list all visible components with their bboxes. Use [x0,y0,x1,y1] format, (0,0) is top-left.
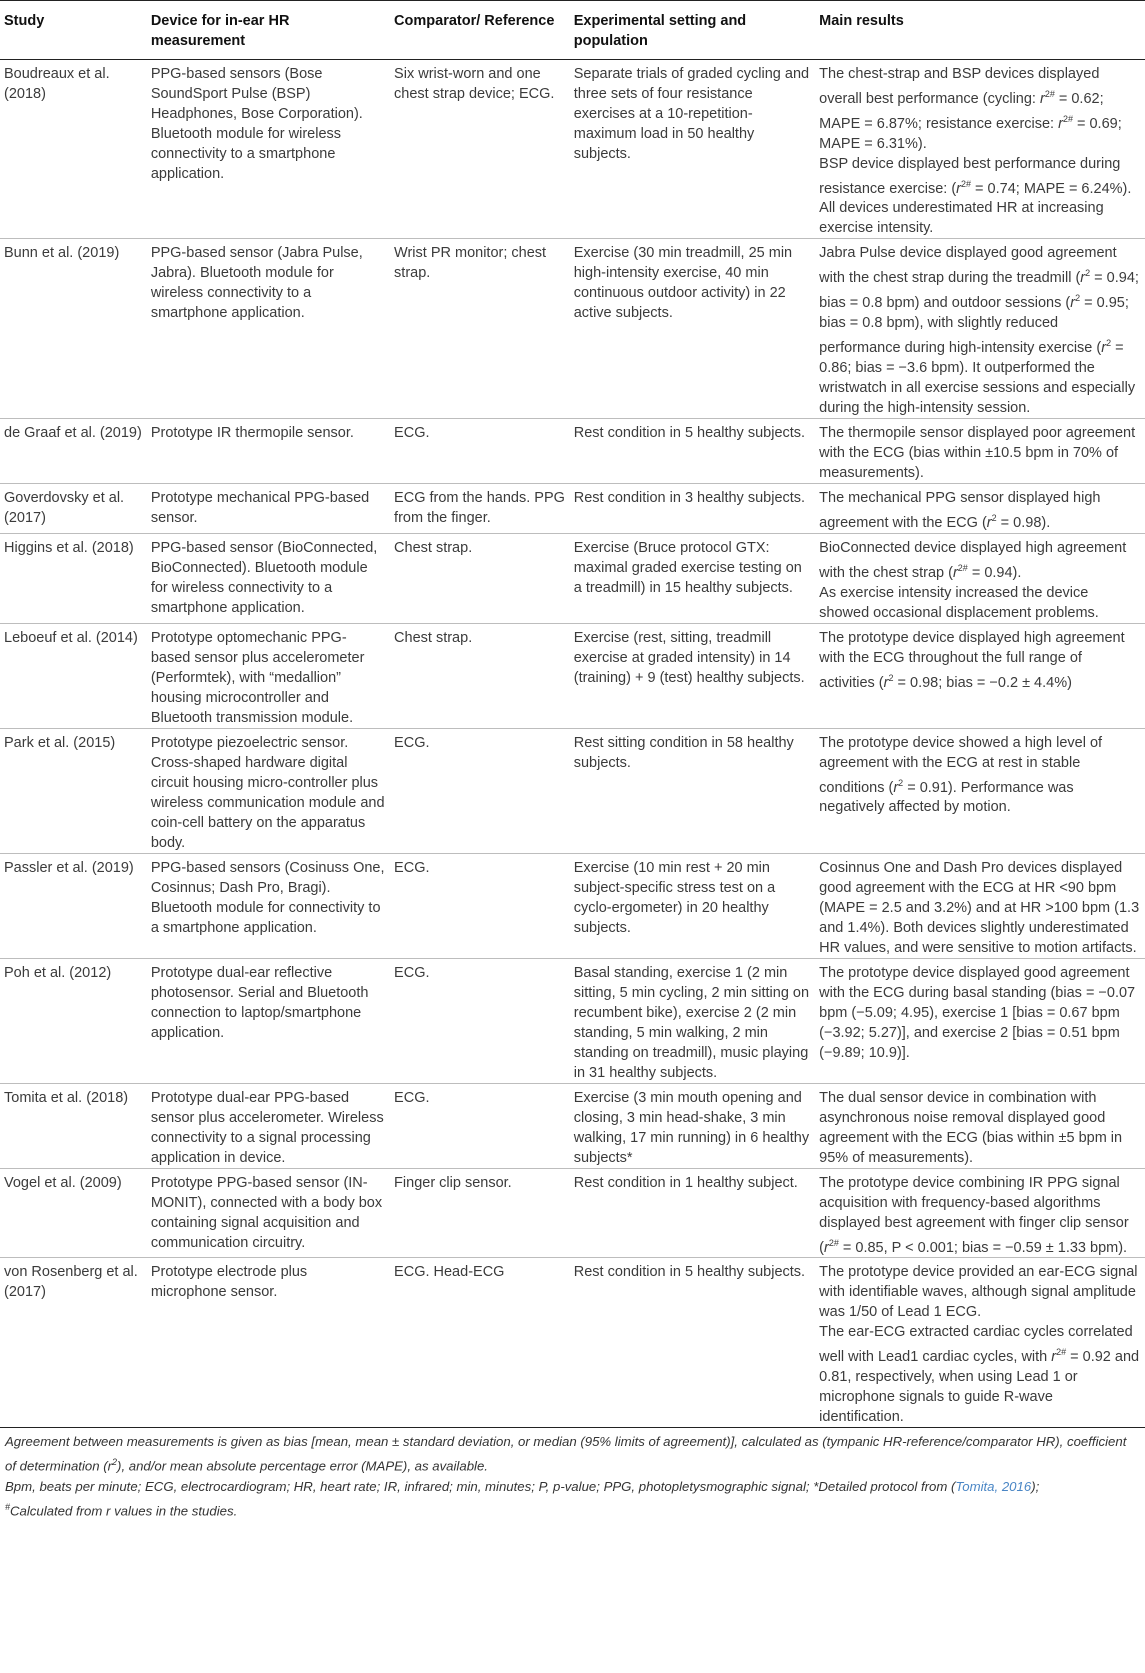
setting-cell: Rest condition in 3 healthy subjects. [573,489,806,506]
results-cell [815,728,1145,853]
device-cell: PPG-based sensors (Bose SoundSport Pulse (BSP) Headphones, Bose Corporation). Bluetooth module for wireless connectivity to a smartphone application. [150,66,363,182]
table-row [0,623,1145,728]
setting-cell: Exercise (Bruce protocol GTX: maximal graded exercise testing on a treadmill) in 15 healthy subjects. [573,539,802,596]
setting-cell: Exercise (10 min rest + 20 min subject-specific stress test on a cyclo-ergometer) in 20 healthy subjects. [573,859,776,936]
result-line: The chest-strap and BSP devices displayed overall best performance (cycling: $r^{2\#} = 0.62$; MAPE = 6.87%; resistance exercise: $r^{2\#} = 0.69$; MAPE = 6.31%). [819,66,1122,152]
study-cell: Park et al. (2015) [4,734,116,751]
footnote-abbreviations [5,1477,1140,1497]
device-cell: Prototype PPG-based sensor (IN-MONIT), connected with a body box containing signal acquisition and communication circuitry. [150,1174,383,1251]
results-cell [815,60,1145,239]
results-cell [815,418,1145,483]
header-study: Study [4,13,45,29]
study-cell: Passler et al. (2019) [4,859,134,876]
setting-cell: Exercise (rest, sitting, treadmill exercise at graded intensity) in 14 (training) + 9 (test) healthy subjects. [573,629,805,686]
comparator-cell: Finger clip sensor. [394,1174,512,1191]
device-cell: Prototype dual-ear PPG-based sensor plus accelerometer. Wireless connectivity to a signal processing application in device. [150,1089,384,1166]
header-row [0,1,1145,60]
comparator-cell: Chest strap. [394,629,473,646]
header-device: Device for in-ear HR measurement [150,13,290,49]
device-cell: PPG-based sensors (Cosinuss One, Cosinnus; Dash Pro, Bragi). Bluetooth module for connectivity to a smartphone application. [150,859,385,936]
study-cell: Poh et al. (2012) [4,964,112,981]
comparator-cell: ECG. [394,734,430,751]
comparator-cell: ECG. [394,964,430,981]
study-cell: von Rosenberg et al. (2017) [4,1264,138,1301]
comparator-cell: ECG. [394,859,430,876]
table-footnotes [0,1428,1145,1521]
results-cell [815,958,1145,1083]
device-cell: Prototype IR thermopile sensor. [150,424,354,441]
study-cell: Boudreaux et al. (2018) [4,66,110,102]
study-cell: de Graaf et al. (2019) [4,424,142,441]
results-cell [815,1258,1145,1428]
results-cell [815,239,1145,418]
header-setting: Experimental setting and population [573,13,747,49]
setting-cell: Rest sitting condition in 58 healthy subjects. [573,734,794,771]
result-line: The prototype device displayed good agreement with the ECG during basal standing (bias = −0.07 bpm (−5.09; 4.95), exercise 1 [bias = 0.67 bpm (−3.92; 5.27)], and exercise 2 [bias = 0.51 bpm (−9.89; 10.9)]. [819,964,1136,1061]
table-row [0,853,1145,958]
result-line: The thermopile sensor displayed poor agreement with the ECG (bias within ±10.5 bpm in 70% of measurements). [819,424,1136,481]
study-cell: Tomita et al. (2018) [4,1089,129,1106]
device-cell: Prototype electrode plus microphone sensor. [150,1264,308,1301]
study-cell: Higgins et al. (2018) [4,539,134,556]
table-row [0,533,1145,623]
table-row [0,1168,1145,1258]
comparator-cell: ECG from the hands. PPG from the finger. [394,489,565,526]
setting-cell: Rest condition in 5 healthy subjects. [573,1264,806,1281]
result-line: Jabra Pulse device displayed good agreement with the chest strap during the treadmill ($r^2 = 0.94$; bias = 0.8 bpm) and outdoor sessions ($r^2 = 0.95$; bias = 0.8 bpm), with slightly reduced performance during high-intensity exercise ($r^2 = 0.86$; bias = −3.6 bpm). It outperformed the wristwatch in all exercise sessions and especially during the high-intensity session. [819,245,1139,416]
table-row [0,1083,1145,1168]
comparator-cell: Six wrist-worn and one chest strap device; ECG. [394,66,555,102]
result-line: The prototype device displayed high agreement with the ECG throughout the full range of activities ($r^2 = 0.98$; bias = −0.2 ± 4.4%) [819,629,1125,691]
footnote-abbreviations-end: ); [1031,1478,1040,1494]
result-line: The prototype device combining IR PPG signal acquisition with frequency-based algorithms displayed best agreement with finger clip sensor ($r^{2\#} = 0.85$, P < 0.001; bias = −0.59 ± 1.33 bpm). [819,1174,1129,1256]
citation-link[interactable]: Tomita, 2016 [955,1478,1032,1494]
table-row [0,728,1145,853]
table-row [0,483,1145,533]
result-line: The dual sensor device in combination with asynchronous noise removal displayed good agreement with the ECG (bias within ±5 bpm in 95% of measurements). [819,1089,1123,1166]
device-cell: PPG-based sensor (BioConnected, BioConnected). Bluetooth module for wireless connectivity to a smartphone application. [150,539,378,616]
table-header [0,1,1145,60]
device-cell: Prototype piezoelectric sensor. Cross-shaped hardware digital circuit housing micro-controller plus wireless communication module and coin-cell battery on the apparatus body. [150,734,385,851]
setting-cell: Exercise (30 min treadmill, 25 min high-intensity exercise, 40 min continuous outdoor activity) in 22 active subjects. [573,245,793,322]
results-cell [815,1083,1145,1168]
result-line: As exercise intensity increased the device showed occasional displacement problems. [819,584,1099,621]
header-results: Main results [819,13,904,29]
setting-cell: Exercise (3 min mouth opening and closing, 3 min head-shake, 3 min walking, 17 min running) in 6 healthy subjects* [573,1089,810,1166]
result-line: BSP device displayed best performance during resistance exercise: ($r^{2\#} = 0.74$; MAPE = 6.24%). [819,155,1132,197]
results-cell [815,623,1145,728]
results-cell [815,1168,1145,1258]
setting-cell: Separate trials of graded cycling and three sets of four resistance exercises at a 10-repetition-maximum load in 50 healthy subjects. [573,66,810,162]
device-cell: Prototype mechanical PPG-based sensor. [150,489,370,526]
comparator-cell: ECG. Head-ECG [394,1264,505,1281]
setting-cell: Basal standing, exercise 1 (2 min sitting, 5 min cycling, 2 min sitting on recumbent bike), exercise 2 (2 min standing, 5 min walking, 2 min standing on treadmill), music playing in 31 healthy subjects. [573,964,810,1081]
device-cell: Prototype optomechanic PPG-based sensor plus accelerometer (Performtek), with “medallion” housing microcontroller and Bluetooth transmission module. [150,629,365,726]
result-line: The prototype device provided an ear-ECG signal with identifiable waves, although signal amplitude was 1/50 of Lead 1 ECG. [819,1264,1138,1321]
result-line: The mechanical PPG sensor displayed high agreement with the ECG $(r^2 = 0.98)$. [819,489,1101,531]
results-cell [815,533,1145,623]
results-cell [815,483,1145,533]
footnote-calculated: #Calculated from r values in the studies. [5,1501,238,1519]
device-cell: PPG-based sensor (Jabra Pulse, Jabra). Bluetooth module for wireless connectivity to a smartphone application. [150,245,363,322]
results-cell [815,853,1145,958]
device-cell: Prototype dual-ear reflective photosensor. Serial and Bluetooth connection to laptop/smartphone application. [150,964,369,1041]
table-row [0,418,1145,483]
result-line: The prototype device showed a high level of agreement with the ECG at rest in stable conditions $(r^2 = 0.91)$. Performance was negatively affected by motion. [819,734,1103,816]
study-cell: Vogel et al. (2009) [4,1174,122,1191]
result-line: All devices underestimated HR at increasing exercise intensity. [819,200,1104,237]
setting-cell: Rest condition in 1 healthy subject. [573,1174,798,1191]
table-body [0,60,1145,1428]
table-row [0,1258,1145,1428]
study-cell: Bunn et al. (2019) [4,245,120,262]
study-cell: Leboeuf et al. (2014) [4,629,138,646]
result-line: The ear-ECG extracted cardiac cycles correlated well with Lead1 cardiac cycles, with $r^{2\#} = 0.92$ and 0.81, respectively, when using Lead 1 or microphone signals to guide R-wave identification. [819,1324,1140,1426]
comparator-cell: ECG. [394,1089,430,1106]
footnote-abbreviations-text: Bpm, beats per minute; ECG, electrocardiogram; HR, heart rate; IR, infrared; min, minutes; P, p-value; PPG, photopletysmographic signal; *Detailed protocol from ( [5,1478,956,1494]
comparator-cell: Wrist PR monitor; chest strap. [394,245,547,282]
header-comparator: Comparator/ Reference [394,13,555,29]
table-row [0,239,1145,418]
study-cell: Goverdovsky et al. (2017) [4,489,125,526]
setting-cell: Rest condition in 5 healthy subjects. [573,424,806,441]
comparator-cell: ECG. [394,424,430,441]
table-row [0,60,1145,239]
comparator-cell: Chest strap. [394,539,473,556]
result-line: BioConnected device displayed high agreement with the chest strap $(r^{2\#} = 0.94)$. [819,539,1127,581]
table-row [0,958,1145,1083]
footnote-agreement: Agreement between measurements is given as bias [mean, mean ± standard deviation, or median (95% limits of agreement)], calculated as (tympanic HR-reference/comparator HR), coefficient of determination $(r^2)$, and/or mean absolute percentage error (MAPE), as available. [5,1434,1127,1474]
result-line: Cosinnus One and Dash Pro devices displayed good agreement with the ECG at HR <90 bpm (MAPE = 2.5 and 3.2%) and at HR >100 bpm (1.3 and 1.4%). Both devices slightly underestimated HR values, and were sensitive to motion artifacts. [819,859,1140,956]
